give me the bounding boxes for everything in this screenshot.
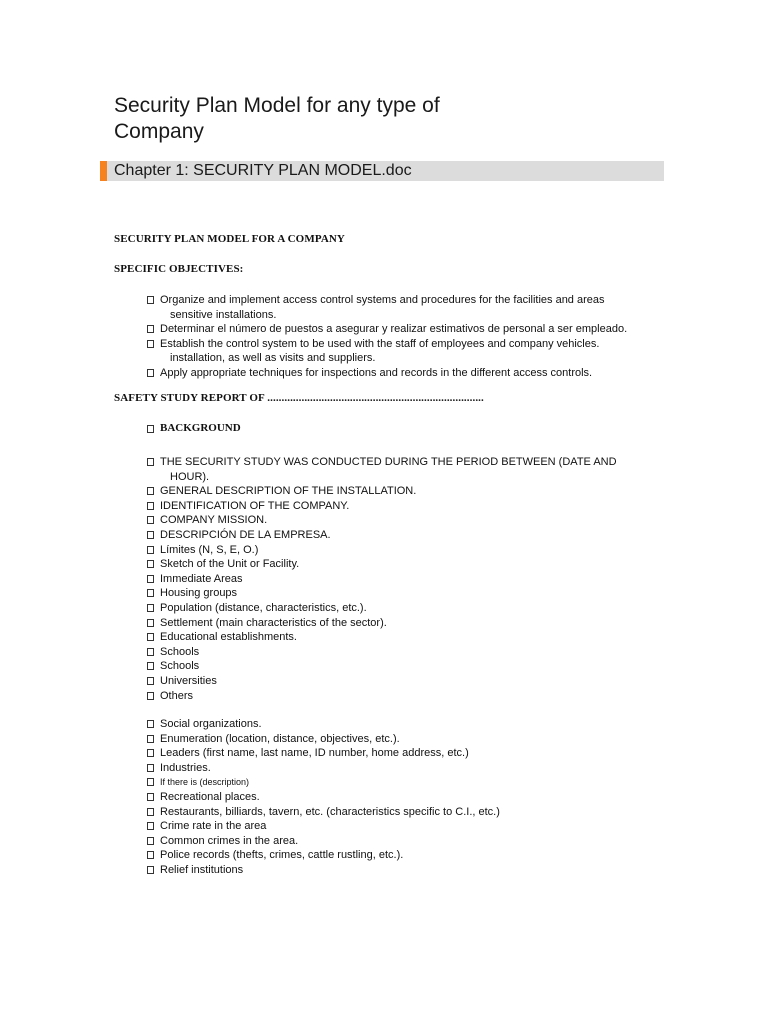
list-item: THE SECURITY STUDY WAS CONDUCTED DURING THE PERIOD BETWEEN (DATE AND HOUR).	[147, 455, 647, 484]
list-item: Police records (thefts, crimes, cattle rustling, etc.).	[147, 848, 647, 863]
main-heading: SECURITY PLAN MODEL FOR A COMPANY	[114, 233, 345, 245]
list-item: IDENTIFICATION OF THE COMPANY.	[147, 499, 647, 514]
checkbox-icon	[147, 778, 154, 786]
checkbox-icon	[147, 749, 154, 757]
checkbox-icon	[147, 822, 154, 830]
chapter-title: Chapter 1: SECURITY PLAN MODEL.doc	[114, 162, 412, 179]
checkbox-icon	[147, 531, 154, 539]
list-item: Industries.	[147, 761, 647, 776]
chapter-accent-marker	[100, 161, 107, 181]
objectives-heading: SPECIFIC OBJECTIVES:	[114, 263, 244, 275]
list-item: Restaurants, billiards, tavern, etc. (characteristics specific to C.I., etc.)	[147, 805, 647, 820]
checkbox-icon	[147, 546, 154, 554]
checkbox-icon	[147, 516, 154, 524]
list-item: Universities	[147, 674, 647, 689]
checkbox-icon	[147, 866, 154, 874]
study-items-list	[147, 455, 647, 703]
list-item: Schools	[147, 645, 647, 660]
checkbox-icon	[147, 589, 154, 597]
list-item: Social organizations.	[147, 717, 647, 732]
list-item: Sketch of the Unit or Facility.	[147, 557, 647, 572]
checkbox-icon	[147, 677, 154, 685]
list-item: Schools	[147, 659, 647, 674]
checkbox-icon	[147, 458, 154, 466]
list-item: If there is (description)	[147, 775, 647, 790]
checkbox-icon	[147, 735, 154, 743]
list-item: COMPANY MISSION.	[147, 513, 647, 528]
list-item: Límites (N, S, E, O.)	[147, 543, 647, 558]
document-title: Security Plan Model for any type of Company	[114, 94, 440, 143]
checkbox-icon	[147, 425, 154, 433]
checkbox-icon	[147, 575, 154, 583]
checkbox-icon	[147, 692, 154, 700]
checkbox-icon	[147, 808, 154, 816]
list-item: Determinar el número de puestos a asegurar y realizar estimativos de personal a ser empleado.	[147, 322, 647, 337]
checkbox-icon	[147, 369, 154, 377]
list-item: Others	[147, 689, 647, 704]
list-item: Relief institutions	[147, 863, 647, 878]
list-item: Enumeration (location, distance, objectives, etc.).	[147, 732, 647, 747]
list-item: Housing groups	[147, 586, 647, 601]
objectives-list	[147, 293, 647, 381]
list-item: Recreational places.	[147, 790, 647, 805]
checkbox-icon	[147, 764, 154, 772]
checkbox-icon	[147, 837, 154, 845]
checkbox-icon	[147, 662, 154, 670]
checkbox-icon	[147, 502, 154, 510]
checkbox-icon	[147, 604, 154, 612]
list-item: Organize and implement access control systems and procedures for the facilities and areas sensitive installations.	[147, 293, 647, 322]
checkbox-icon	[147, 560, 154, 568]
chapter-bar	[100, 161, 664, 181]
list-item: Apply appropriate techniques for inspections and records in the different access controls.	[147, 366, 647, 381]
checkbox-icon	[147, 340, 154, 348]
list-item: Population (distance, characteristics, etc.).	[147, 601, 647, 616]
area-items-list	[147, 717, 647, 878]
background-heading: BACKGROUND	[147, 422, 241, 434]
list-item: Immediate Areas	[147, 572, 647, 587]
checkbox-icon	[147, 325, 154, 333]
list-item: Establish the control system to be used with the staff of employees and company vehicles. installation, as well as visits and suppliers.	[147, 337, 647, 366]
checkbox-icon	[147, 648, 154, 656]
list-item: Crime rate in the area	[147, 819, 647, 834]
list-item: DESCRIPCIÓN DE LA EMPRESA.	[147, 528, 647, 543]
list-item: Settlement (main characteristics of the sector).	[147, 616, 647, 631]
checkbox-icon	[147, 487, 154, 495]
checkbox-icon	[147, 296, 154, 304]
list-item: GENERAL DESCRIPTION OF THE INSTALLATION.	[147, 484, 647, 499]
checkbox-icon	[147, 851, 154, 859]
checkbox-icon	[147, 633, 154, 641]
list-item: Common crimes in the area.	[147, 834, 647, 849]
report-heading: SAFETY STUDY REPORT OF ............................................................................	[114, 392, 484, 404]
checkbox-icon	[147, 720, 154, 728]
checkbox-icon	[147, 619, 154, 627]
list-item: Leaders (first name, last name, ID number, home address, etc.)	[147, 746, 647, 761]
checkbox-icon	[147, 793, 154, 801]
list-item: Educational establishments.	[147, 630, 647, 645]
